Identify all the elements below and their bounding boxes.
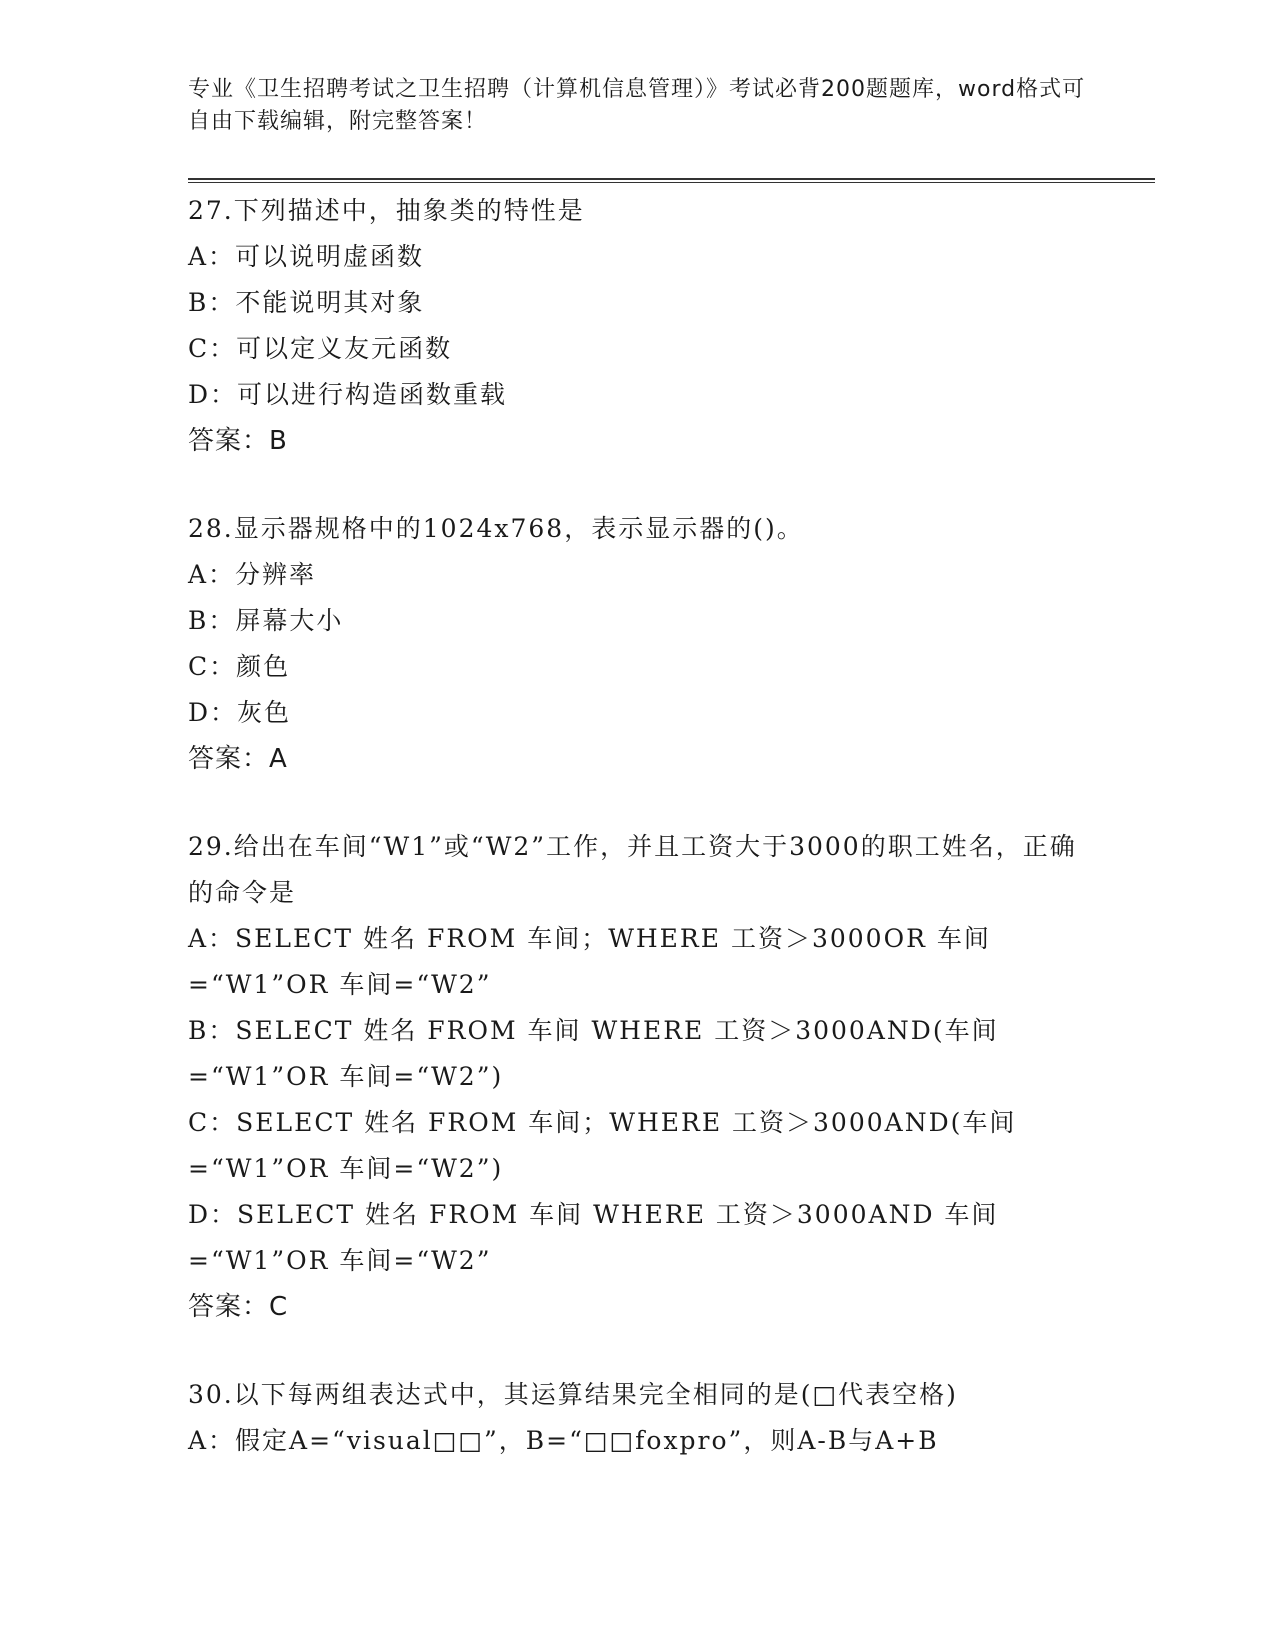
header-title: 专业《卫生招聘考试之卫生招聘（计算机信息管理）》考试必背200题题库，word格式可自由下载编辑，附完整答案！ [188, 77, 1086, 134]
question-28 [188, 506, 1088, 782]
question-stem: 30.以下每两组表达式中，其运算结果完全相同的是(□代表空格) [188, 1380, 958, 1409]
question-stem: 29.给出在车间“W1”或“W2”工作，并且工资大于3000的职工姓名，正确的命令是 [188, 832, 1077, 907]
option-d: D：可以进行构造函数重载 [188, 380, 508, 409]
answer-line: 答案：B [188, 426, 288, 456]
option-c: C：SELECT 姓名 FROM 车间；WHERE 工资＞3000AND(车间=“W1”OR 车间=“W2”) [188, 1108, 1017, 1183]
document-header [188, 74, 1088, 138]
option-d: D：灰色 [188, 698, 292, 727]
question-30 [188, 1372, 1088, 1464]
option-c: C：颜色 [188, 652, 291, 681]
option-a: A：假定A=“visual□□”，B=“□□foxpro”，则A-B与A+B [188, 1426, 939, 1455]
question-29 [188, 824, 1088, 1330]
question-stem: 27.下列描述中，抽象类的特性是 [188, 196, 585, 225]
answer-line: 答案：A [188, 744, 288, 774]
question-27 [188, 188, 1088, 464]
header-divider [188, 178, 1155, 183]
option-a: A：SELECT 姓名 FROM 车间；WHERE 工资＞3000OR 车间=“W1”OR 车间=“W2” [188, 924, 991, 999]
option-c: C：可以定义友元函数 [188, 334, 453, 363]
answer-line: 答案：C [188, 1292, 289, 1322]
option-b: B：SELECT 姓名 FROM 车间 WHERE 工资＞3000AND(车间=“W1”OR 车间=“W2”) [188, 1016, 999, 1091]
option-b: B：不能说明其对象 [188, 288, 425, 317]
option-a: A：可以说明虚函数 [188, 242, 425, 271]
option-a: A：分辨率 [188, 560, 317, 589]
question-stem: 28.显示器规格中的1024x768，表示显示器的()。 [188, 514, 804, 543]
option-b: B：屏幕大小 [188, 606, 344, 635]
question-list [188, 188, 1088, 1506]
option-d: D：SELECT 姓名 FROM 车间 WHERE 工资＞3000AND 车间=“W1”OR 车间=“W2” [188, 1200, 999, 1275]
